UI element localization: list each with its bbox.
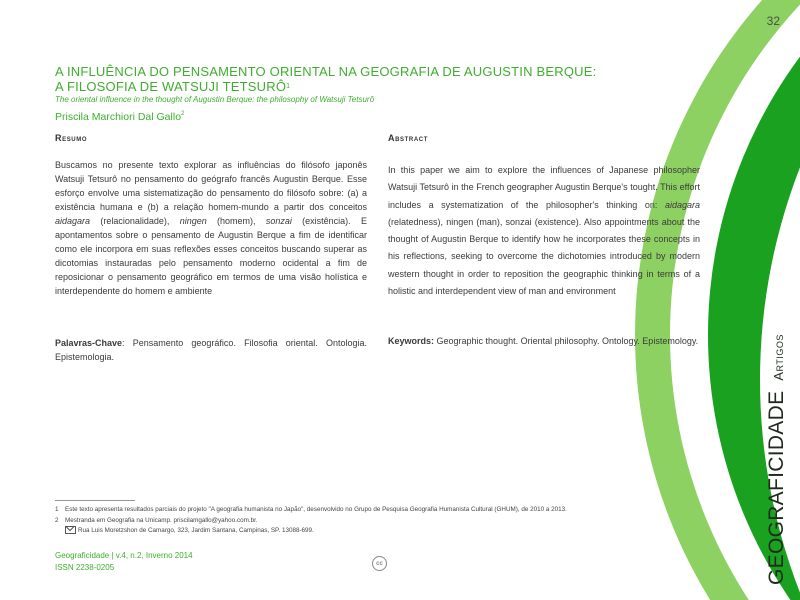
footnote-text[interactable]: Mestranda em Geografia na Unicamp. priscilamgallo@yahoo.com.br. (65, 516, 258, 524)
palavras-chave (55, 336, 367, 364)
journal-info (55, 550, 193, 574)
abstract-heading: Abstract (388, 133, 428, 143)
article-title-text: A FILOSOFIA DE WATSUJI TETSURÔ (55, 79, 287, 94)
article-title-block (55, 64, 615, 105)
resumo-term: aidagara (55, 216, 91, 226)
abstract-text: In this paper we aim to explore the influences of Japanese philosopher Watsuji Tetsurô in the French geographer Augustin Berque's tought. This effort includes a systematization of the philosopher's thinking on: (388, 165, 700, 210)
resumo-text: (existência). E apontamentos sobre o pensamento de Augustin Berque a fim de identificar como ele incorpora em suas reflexões esses conceitos buscando superar as dicotomias instauradas pelo pensamento moderno ocidental a fim de reposicionar o pensamento geográfico em termos de uma visão holística e interdependente do homem e ambiente (55, 216, 367, 296)
abstract-text: (relatedness), ningen (man), sonzai (existence). Also appointments about the thought of Augustin Berque to identify how he incorporates these concepts in his reflections, seeking to overcome the dichotomies introduced by modern western thought in order to reposition the geographic thinking in terms of a holistic and interdependent view of man and environment (388, 216, 700, 297)
article-title-line-1: A INFLUÊNCIA DO PENSAMENTO ORIENTAL NA GEOGRAFIA DE AUGUSTIN BERQUE: (55, 64, 597, 79)
cc-icon[interactable]: cc (372, 556, 387, 571)
palavras-chave-label: Palavras-Chave (55, 338, 123, 348)
author-name: Priscila Marchiori Dal Gallo (55, 111, 182, 123)
keywords-label: Keywords: (388, 336, 435, 346)
footnote-divider (55, 500, 135, 501)
journal-citation: Geograficidade | v.4, n.2, Inverno 2014 (55, 551, 193, 560)
abstract-body (388, 162, 700, 300)
footnotes (55, 505, 715, 537)
footnote-text: Este texto apresenta resultados parciais do projeto "A geografia humanista no Japão", desenvolvido no Grupo de Pesquisa Geografia Humanista Cultural (GHUM), de 2010 a 2013. (65, 506, 567, 513)
abstract-term: aidagara (664, 199, 700, 210)
author-footnote-ref[interactable]: 2 (181, 111, 185, 117)
title-footnote-ref[interactable]: 1 (286, 83, 291, 90)
resumo-term: ningen (179, 216, 207, 226)
section-name: Artigos (771, 334, 786, 381)
palavras-chave-list: : Pensamento geográfico. Filosofia oriental. Ontologia. Epistemologia. (55, 338, 367, 362)
footnote-number: 2 (55, 516, 59, 524)
resumo-body (55, 158, 367, 298)
article-title-line-2 (55, 79, 615, 94)
resumo-term: sonzai (265, 216, 292, 226)
address-text: Rua Luis Moretzshon de Camargo, 323, Jardim Santana, Campinas, SP. 13088-699. (78, 527, 314, 534)
resumo-text: (relacionalidade), (90, 216, 180, 226)
resumo-heading: Resumo (55, 133, 88, 143)
footnote-2 (55, 516, 715, 527)
author (55, 111, 184, 123)
journal-name: GEOGRAFICIDADE (765, 390, 788, 585)
footnote-address (55, 526, 715, 537)
keywords-list: Geographic thought. Oriental philosophy. Ontology. Epistemology. (434, 336, 699, 346)
article-subtitle: The oriental influence in the thought of Augustin Berque: the philosophy of Watsuji Tetsurô (55, 95, 375, 104)
mail-icon (65, 526, 76, 534)
keywords (388, 333, 700, 349)
journal-issn: ISSN 2238-0205 (55, 563, 115, 572)
journal-side-label (765, 334, 789, 585)
page-number: 32 (766, 14, 780, 28)
resumo-text: Buscamos no presente texto explorar as influências do filósofo japonês Watsuji Tetsurô no pensamento do geógrafo francês Augustin Berque. Esse esforço envolve uma sistematização do pensamento do filósofo sobre: (a) a existência humana e (b) a relação homem-mundo a partir dos conceitos (55, 160, 367, 212)
footnote-1 (55, 505, 715, 516)
footnote-number: 1 (55, 506, 59, 513)
resumo-text: (homem), (206, 216, 266, 226)
